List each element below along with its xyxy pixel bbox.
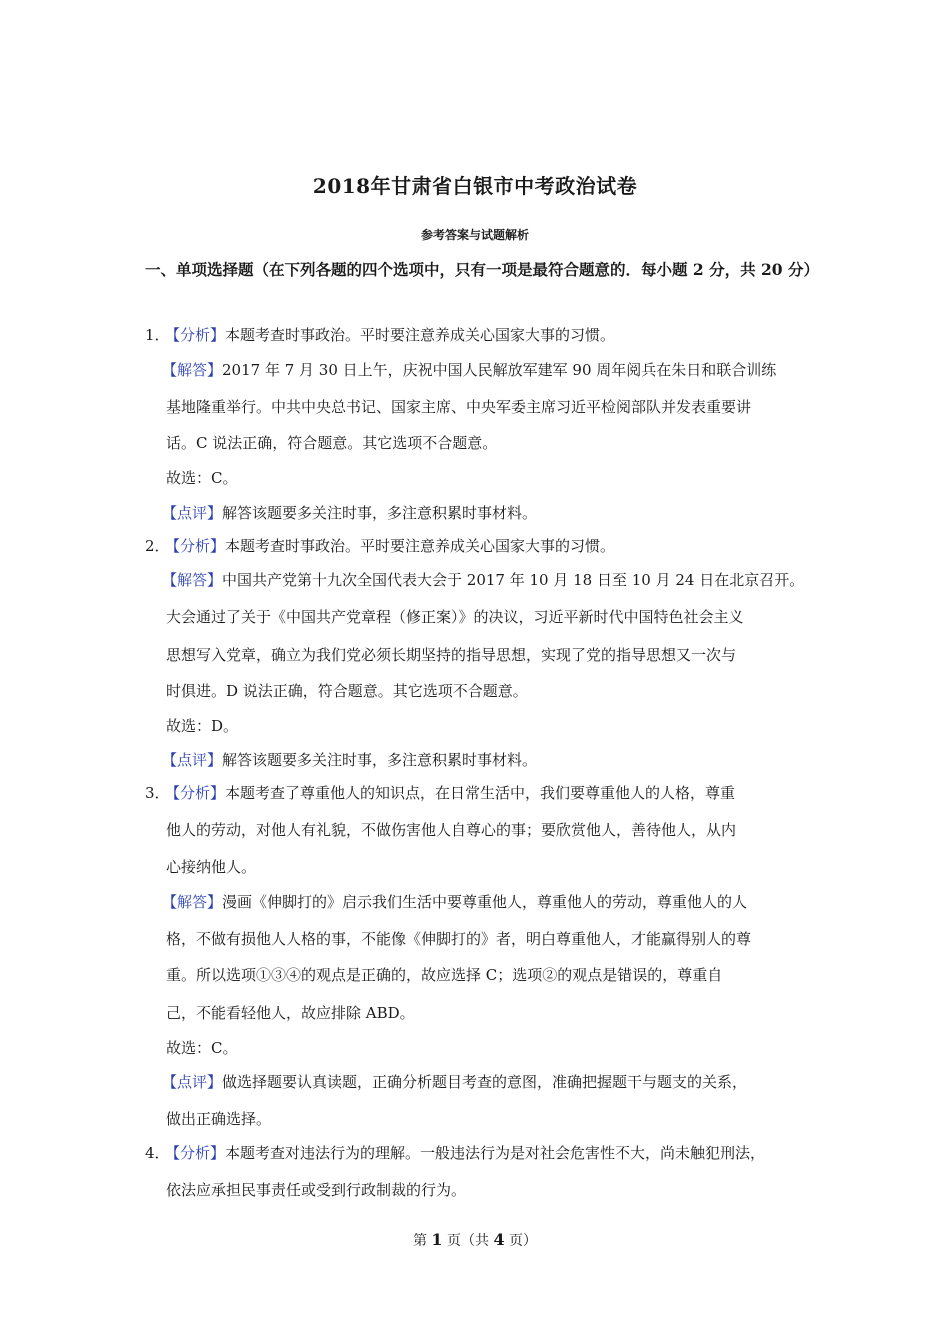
question-3-answer-line: 重。所以选项①③④的观点是正确的，故应选择 C；选项②的观点是错误的，尊重自	[166, 966, 723, 984]
analysis-text: 本题考查了尊重他人的知识点，在日常生活中，我们要尊重他人的人格，尊重	[225, 784, 736, 802]
footer-middle: 页（共	[447, 1233, 489, 1249]
question-1-comment	[162, 503, 537, 523]
answer-text: 2017 年 7 月 30 日上午，庆祝中国人民解放军建军 90 周年阅兵在朱日和联合训练	[222, 361, 777, 379]
footer-total-pages: 4	[493, 1230, 505, 1249]
question-3-analysis-line: 他人的劳动，对他人有礼貌，不做伤害他人自尊心的事；要欣赏他人，善待他人，从内	[166, 821, 737, 839]
question-3-comment-line: 做出正确选择。	[166, 1110, 272, 1128]
answer-tag: 【解答】	[162, 893, 223, 911]
analysis-tag: 【分析】	[165, 537, 226, 555]
footer-prefix: 第	[412, 1233, 427, 1249]
analysis-tag: 【分析】	[165, 1144, 226, 1162]
page-footer	[0, 1230, 950, 1250]
question-1-number: 1．	[145, 326, 170, 344]
question-3-answer-line: 格，不做有损他人人格的事，不能像《伸脚打的》者，明白尊重他人，才能赢得别人的尊	[166, 930, 752, 948]
question-3-comment	[162, 1072, 747, 1092]
footer-suffix: 页）	[509, 1233, 538, 1249]
analysis-text: 本题考查时事政治。平时要注意养成关心国家大事的习惯。	[225, 326, 616, 344]
question-2-analysis	[165, 536, 615, 556]
comment-text: 解答该题要多关注时事，多注意积累时事材料。	[222, 751, 538, 769]
page-subtitle: 参考答案与试题解析	[420, 228, 529, 242]
question-2-number: 2．	[145, 537, 170, 555]
page-title: 2018年甘肃省白银市中考政治试卷	[312, 174, 638, 198]
answer-tag: 【解答】	[162, 361, 223, 379]
analysis-tag: 【分析】	[165, 784, 226, 802]
answer-tag: 【解答】	[162, 571, 223, 589]
footer-page-number: 1	[431, 1230, 443, 1249]
question-1-answer-line	[162, 360, 776, 380]
comment-tag: 【点评】	[162, 1073, 223, 1091]
analysis-text: 本题考查时事政治。平时要注意养成关心国家大事的习惯。	[225, 537, 616, 555]
question-4-analysis	[165, 1143, 765, 1163]
question-3-choice: 故选：C。	[166, 1039, 238, 1057]
question-2-choice: 故选：D。	[166, 717, 239, 735]
question-3-number: 3．	[145, 784, 170, 802]
question-2-comment	[162, 750, 537, 770]
comment-tag: 【点评】	[162, 504, 223, 522]
comment-tag: 【点评】	[162, 751, 223, 769]
question-2-answer-line: 大会通过了关于《中国共产党章程（修正案）》的决议，习近平新时代中国特色社会主义	[166, 608, 744, 626]
section-heading: 一、单项选择题（在下列各题的四个选项中，只有一项是最符合题意的．每小题 2 分，共 20 分）	[145, 260, 819, 279]
question-3-analysis	[165, 783, 735, 803]
answer-text: 漫画《伸脚打的》启示我们生活中要尊重他人，尊重他人的劳动，尊重他人的人	[222, 893, 748, 911]
question-3-analysis-line: 心接纳他人。	[166, 858, 257, 876]
analysis-text: 本题考查对违法行为的理解。一般违法行为是对社会危害性不大，尚未触犯刑法，	[225, 1144, 766, 1162]
question-1-choice: 故选：C。	[166, 469, 238, 487]
answer-text: 中国共产党第十九次全国代表大会于 2017 年 10 月 18 日至 10 月 24 日在北京召开。	[222, 571, 805, 589]
question-4-analysis-line: 依法应承担民事责任或受到行政制裁的行为。	[166, 1181, 467, 1199]
question-1-analysis	[165, 325, 615, 345]
question-1-answer-line: 基地隆重举行。中共中央总书记、国家主席、中央军委主席习近平检阅部队并发表重要讲	[166, 398, 752, 416]
comment-text: 做选择题要认真读题，正确分析题目考查的意图，准确把握题干与题支的关系，	[222, 1073, 748, 1091]
question-2-answer-line: 时俱进。D 说法正确，符合题意。其它选项不合题意。	[166, 682, 528, 700]
question-1-answer-line: 话。C 说法正确，符合题意。其它选项不合题意。	[166, 434, 498, 452]
question-3-answer-line: 己，不能看轻他人，故应排除 ABD。	[166, 1004, 415, 1022]
question-2-answer-line	[162, 570, 804, 590]
question-4-number: 4．	[145, 1144, 170, 1162]
question-2-answer-line: 思想写入党章，确立为我们党必须长期坚持的指导思想，实现了党的指导思想又一次与	[166, 646, 737, 664]
comment-text: 解答该题要多关注时事，多注意积累时事材料。	[222, 504, 538, 522]
analysis-tag: 【分析】	[165, 326, 226, 344]
question-3-answer-line	[162, 892, 747, 912]
